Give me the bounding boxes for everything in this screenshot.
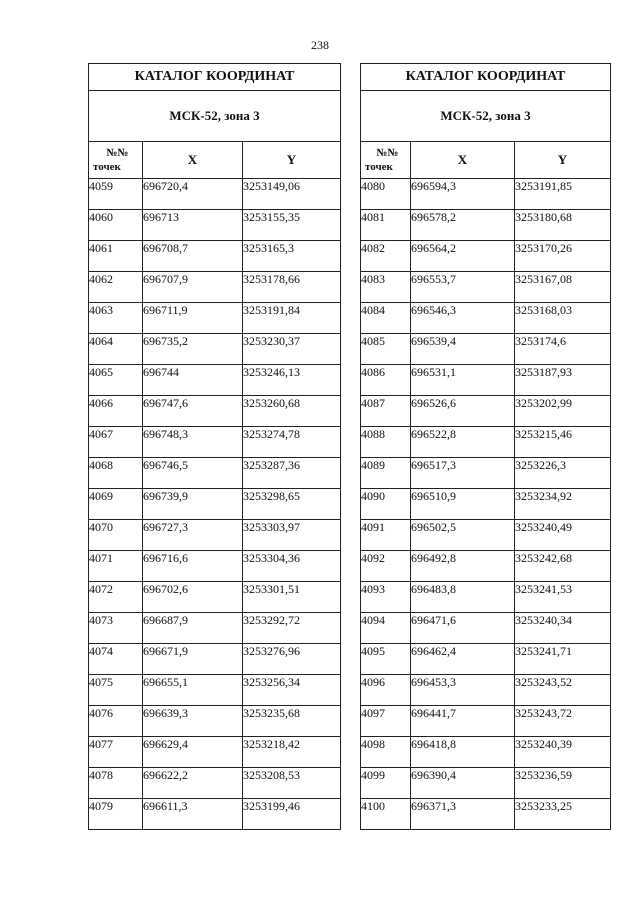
point-number-cell: 4098 <box>361 737 411 768</box>
x-coordinate-cell: 696390,4 <box>411 768 515 799</box>
y-coordinate-cell: 3253241,53 <box>515 582 611 613</box>
y-column-header: Y <box>515 142 611 179</box>
x-coordinate-cell: 696727,3 <box>143 520 243 551</box>
y-coordinate-cell: 3253304,36 <box>243 551 341 582</box>
coordinate-rows <box>89 179 341 830</box>
y-coordinate-cell: 3253191,85 <box>515 179 611 210</box>
table-row <box>89 303 341 334</box>
y-coordinate-cell: 3253168,03 <box>515 303 611 334</box>
point-number-cell: 4094 <box>361 613 411 644</box>
y-coordinate-cell: 3253301,51 <box>243 582 341 613</box>
point-number-cell: 4081 <box>361 210 411 241</box>
table-row <box>361 396 611 427</box>
x-coordinate-cell: 696522,8 <box>411 427 515 458</box>
table-row <box>89 737 341 768</box>
coordinate-system: МСК-52, зона 3 <box>89 91 341 142</box>
coordinate-system: МСК-52, зона 3 <box>361 91 611 142</box>
table-row <box>89 427 341 458</box>
table-row <box>361 365 611 396</box>
x-coordinate-cell: 696735,2 <box>143 334 243 365</box>
table-row <box>89 241 341 272</box>
point-number-cell: 4078 <box>89 768 143 799</box>
y-coordinate-cell: 3253149,06 <box>243 179 341 210</box>
table-row <box>361 334 611 365</box>
x-coordinate-cell: 696744 <box>143 365 243 396</box>
point-number-header-line1: №№ <box>106 147 129 159</box>
x-coordinate-cell: 696746,5 <box>143 458 243 489</box>
y-coordinate-cell: 3253202,99 <box>515 396 611 427</box>
point-number-cell: 4068 <box>89 458 143 489</box>
point-number-cell: 4079 <box>89 799 143 830</box>
table-row <box>361 675 611 706</box>
x-coordinate-cell: 696462,4 <box>411 644 515 675</box>
y-coordinate-cell: 3253218,42 <box>243 737 341 768</box>
point-number-cell: 4074 <box>89 644 143 675</box>
point-number-cell: 4073 <box>89 613 143 644</box>
table-row <box>89 551 341 582</box>
table-row <box>361 737 611 768</box>
x-coordinate-cell: 696716,6 <box>143 551 243 582</box>
point-number-cell: 4087 <box>361 396 411 427</box>
table-row <box>89 582 341 613</box>
point-number-cell: 4059 <box>89 179 143 210</box>
x-coordinate-cell: 696564,2 <box>411 241 515 272</box>
coordinate-catalog-right <box>360 63 611 830</box>
y-coordinate-cell: 3253236,59 <box>515 768 611 799</box>
y-coordinate-cell: 3253241,71 <box>515 644 611 675</box>
y-coordinate-cell: 3253260,68 <box>243 396 341 427</box>
point-number-cell: 4071 <box>89 551 143 582</box>
y-coordinate-cell: 3253191,84 <box>243 303 341 334</box>
y-coordinate-cell: 3253170,26 <box>515 241 611 272</box>
x-coordinate-cell: 696531,1 <box>411 365 515 396</box>
table-row <box>361 582 611 613</box>
y-coordinate-cell: 3253199,46 <box>243 799 341 830</box>
x-coordinate-cell: 696517,3 <box>411 458 515 489</box>
point-number-cell: 4086 <box>361 365 411 396</box>
point-number-cell: 4085 <box>361 334 411 365</box>
table-row <box>89 520 341 551</box>
y-coordinate-cell: 3253303,97 <box>243 520 341 551</box>
point-number-header <box>89 142 143 179</box>
point-number-cell: 4080 <box>361 179 411 210</box>
table-row <box>89 396 341 427</box>
table-row <box>361 303 611 334</box>
y-coordinate-cell: 3253243,72 <box>515 706 611 737</box>
y-coordinate-cell: 3253287,36 <box>243 458 341 489</box>
x-coordinate-cell: 696546,3 <box>411 303 515 334</box>
table-row <box>361 427 611 458</box>
point-number-cell: 4089 <box>361 458 411 489</box>
x-coordinate-cell: 696687,9 <box>143 613 243 644</box>
point-number-cell: 4069 <box>89 489 143 520</box>
y-coordinate-cell: 3253242,68 <box>515 551 611 582</box>
x-coordinate-cell: 696578,2 <box>411 210 515 241</box>
x-coordinate-cell: 696418,8 <box>411 737 515 768</box>
coordinate-catalog-left <box>88 63 341 830</box>
point-number-cell: 4066 <box>89 396 143 427</box>
point-number-header-line2: точек <box>365 161 393 173</box>
table-row <box>361 241 611 272</box>
x-coordinate-cell: 696539,4 <box>411 334 515 365</box>
catalog-title: КАТАЛОГ КООРДИНАТ <box>361 64 611 91</box>
point-number-cell: 4062 <box>89 272 143 303</box>
x-coordinate-cell: 696483,8 <box>411 582 515 613</box>
table-row <box>89 613 341 644</box>
point-number-cell: 4097 <box>361 706 411 737</box>
y-coordinate-cell: 3253234,92 <box>515 489 611 520</box>
y-coordinate-cell: 3253292,72 <box>243 613 341 644</box>
x-coordinate-cell: 696711,9 <box>143 303 243 334</box>
point-number-cell: 4060 <box>89 210 143 241</box>
point-number-cell: 4096 <box>361 675 411 706</box>
table-row <box>89 458 341 489</box>
point-number-header-line2: точек <box>93 161 121 173</box>
x-column-header: X <box>143 142 243 179</box>
table-row <box>361 179 611 210</box>
y-coordinate-cell: 3253226,3 <box>515 458 611 489</box>
y-coordinate-cell: 3253240,49 <box>515 520 611 551</box>
point-number-cell: 4099 <box>361 768 411 799</box>
table-row <box>361 768 611 799</box>
x-coordinate-cell: 696502,5 <box>411 520 515 551</box>
point-number-cell: 4067 <box>89 427 143 458</box>
point-number-cell: 4075 <box>89 675 143 706</box>
x-coordinate-cell: 696453,3 <box>411 675 515 706</box>
x-coordinate-cell: 696629,4 <box>143 737 243 768</box>
y-coordinate-cell: 3253208,53 <box>243 768 341 799</box>
point-number-cell: 4084 <box>361 303 411 334</box>
point-number-cell: 4100 <box>361 799 411 830</box>
x-coordinate-cell: 696702,6 <box>143 582 243 613</box>
y-coordinate-cell: 3253240,34 <box>515 613 611 644</box>
y-coordinate-cell: 3253274,78 <box>243 427 341 458</box>
table-row <box>361 706 611 737</box>
point-number-header-line1: №№ <box>376 147 399 159</box>
point-number-cell: 4061 <box>89 241 143 272</box>
table-row <box>361 520 611 551</box>
y-coordinate-cell: 3253165,3 <box>243 241 341 272</box>
x-coordinate-cell: 696611,3 <box>143 799 243 830</box>
table-row <box>89 799 341 830</box>
page-number: 238 <box>311 38 329 52</box>
point-number-cell: 4063 <box>89 303 143 334</box>
y-coordinate-cell: 3253240,39 <box>515 737 611 768</box>
point-number-cell: 4065 <box>89 365 143 396</box>
point-number-cell: 4072 <box>89 582 143 613</box>
x-coordinate-cell: 696655,1 <box>143 675 243 706</box>
table-row <box>361 799 611 830</box>
y-coordinate-cell: 3253276,96 <box>243 644 341 675</box>
y-coordinate-cell: 3253180,68 <box>515 210 611 241</box>
x-coordinate-cell: 696471,6 <box>411 613 515 644</box>
table-row <box>89 706 341 737</box>
x-coordinate-cell: 696707,9 <box>143 272 243 303</box>
x-coordinate-cell: 696553,7 <box>411 272 515 303</box>
table-row <box>89 644 341 675</box>
y-coordinate-cell: 3253215,46 <box>515 427 611 458</box>
y-coordinate-cell: 3253167,08 <box>515 272 611 303</box>
table-row <box>89 675 341 706</box>
x-coordinate-cell: 696622,2 <box>143 768 243 799</box>
point-number-cell: 4082 <box>361 241 411 272</box>
y-column-header: Y <box>243 142 341 179</box>
table-row <box>361 272 611 303</box>
x-coordinate-cell: 696594,3 <box>411 179 515 210</box>
x-coordinate-cell: 696492,8 <box>411 551 515 582</box>
table-row <box>361 551 611 582</box>
y-coordinate-cell: 3253230,37 <box>243 334 341 365</box>
table-row <box>89 334 341 365</box>
x-coordinate-cell: 696747,6 <box>143 396 243 427</box>
table-row <box>361 644 611 675</box>
point-number-cell: 4064 <box>89 334 143 365</box>
y-coordinate-cell: 3253256,34 <box>243 675 341 706</box>
coordinate-rows <box>361 179 611 830</box>
x-coordinate-cell: 696526,6 <box>411 396 515 427</box>
x-coordinate-cell: 696739,9 <box>143 489 243 520</box>
x-coordinate-cell: 696441,7 <box>411 706 515 737</box>
y-coordinate-cell: 3253243,52 <box>515 675 611 706</box>
table-row <box>89 210 341 241</box>
x-coordinate-cell: 696720,4 <box>143 179 243 210</box>
y-coordinate-cell: 3253178,66 <box>243 272 341 303</box>
x-coordinate-cell: 696371,3 <box>411 799 515 830</box>
x-coordinate-cell: 696671,9 <box>143 644 243 675</box>
point-number-cell: 4070 <box>89 520 143 551</box>
point-number-cell: 4088 <box>361 427 411 458</box>
point-number-cell: 4092 <box>361 551 411 582</box>
table-row <box>89 179 341 210</box>
x-coordinate-cell: 696510,9 <box>411 489 515 520</box>
point-number-cell: 4090 <box>361 489 411 520</box>
table-row <box>361 613 611 644</box>
y-coordinate-cell: 3253235,68 <box>243 706 341 737</box>
point-number-cell: 4083 <box>361 272 411 303</box>
table-row <box>89 768 341 799</box>
y-coordinate-cell: 3253298,65 <box>243 489 341 520</box>
y-coordinate-cell: 3253233,25 <box>515 799 611 830</box>
table-row <box>361 210 611 241</box>
table-row <box>89 272 341 303</box>
y-coordinate-cell: 3253174,6 <box>515 334 611 365</box>
y-coordinate-cell: 3253187,93 <box>515 365 611 396</box>
point-number-cell: 4076 <box>89 706 143 737</box>
point-number-cell: 4093 <box>361 582 411 613</box>
x-coordinate-cell: 696713 <box>143 210 243 241</box>
y-coordinate-cell: 3253155,35 <box>243 210 341 241</box>
table-row <box>89 365 341 396</box>
x-coordinate-cell: 696708,7 <box>143 241 243 272</box>
point-number-cell: 4095 <box>361 644 411 675</box>
point-number-header <box>361 142 411 179</box>
point-number-cell: 4077 <box>89 737 143 768</box>
x-coordinate-cell: 696639,3 <box>143 706 243 737</box>
point-number-cell: 4091 <box>361 520 411 551</box>
table-row <box>361 458 611 489</box>
catalog-title: КАТАЛОГ КООРДИНАТ <box>89 64 341 91</box>
x-coordinate-cell: 696748,3 <box>143 427 243 458</box>
x-column-header: X <box>411 142 515 179</box>
table-row <box>361 489 611 520</box>
table-row <box>89 489 341 520</box>
y-coordinate-cell: 3253246,13 <box>243 365 341 396</box>
